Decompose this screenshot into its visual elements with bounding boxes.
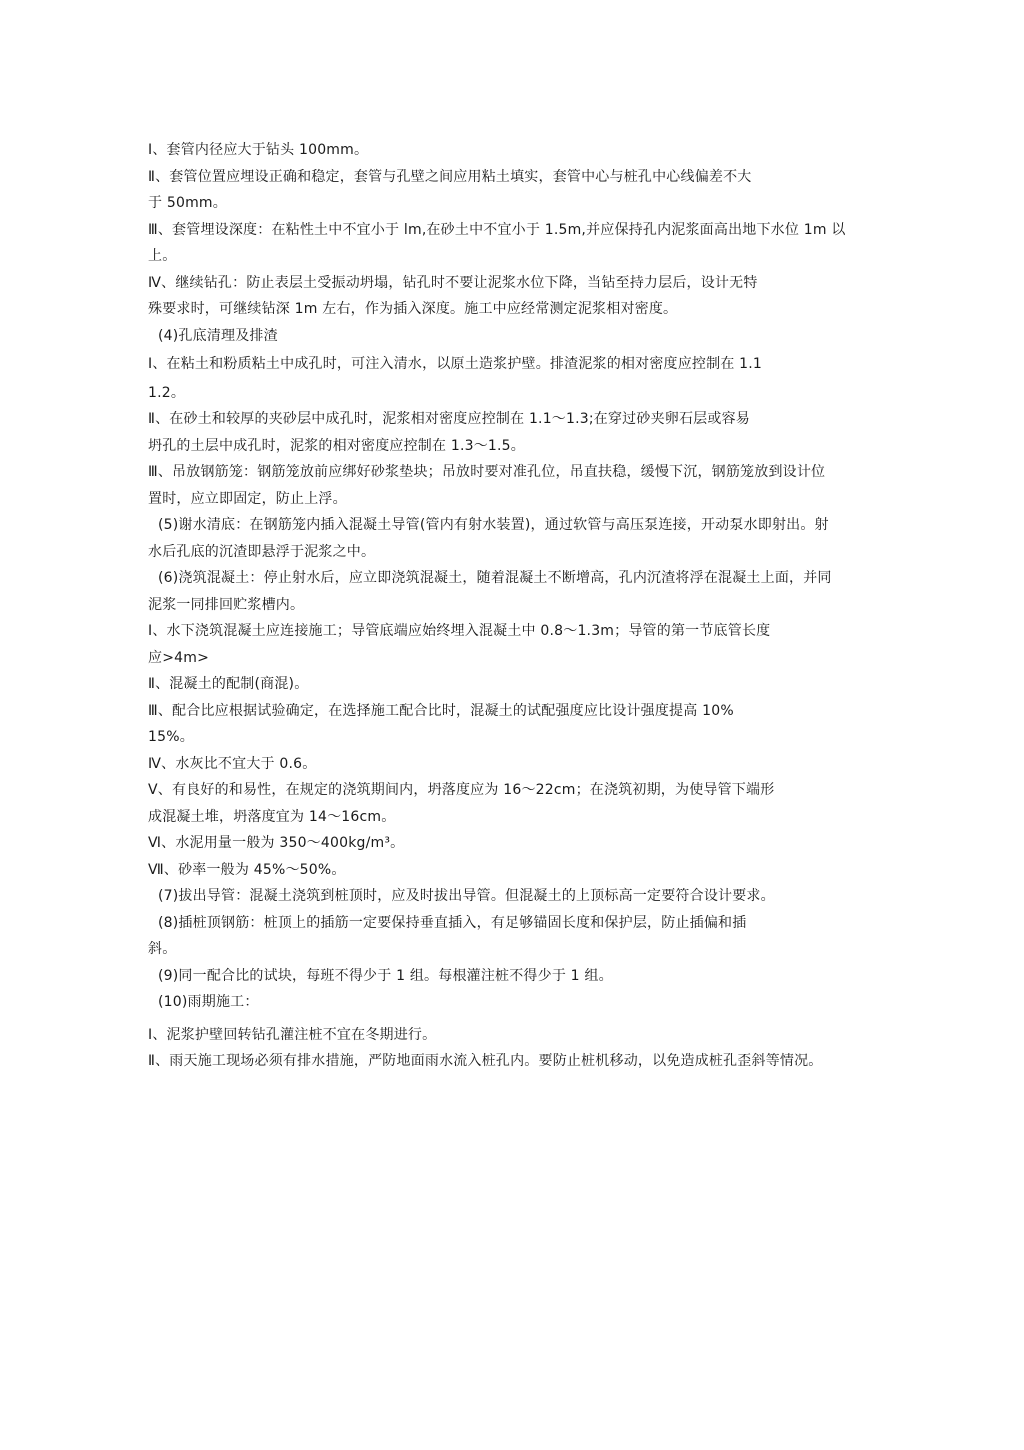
text-line: Ⅰ、在粘土和粉质粘土中成孔时，可注入清水，以原土造浆护壁。排渣泥浆的相对密度应控制在 1.1 [148, 356, 763, 372]
text-line: Ⅳ、水灰比不宜大于 0.6。 [148, 755, 317, 772]
text-line: 1.2。 [148, 384, 186, 401]
text-line: (7)拔出导管：混凝土浇筑到桩顶时，应及时拔出导管。但混凝土的上顶标高一定要符合设计要求。 [158, 888, 775, 904]
text-line: 应>4m> [148, 649, 210, 666]
text-line: Ⅱ、混凝土的配制(商混)。 [148, 676, 309, 692]
text-line: (4)孔底清理及排渣 [158, 327, 278, 344]
text-line: Ⅰ、水下浇筑混凝土应连接施工；导管底端应始终埋入混凝土中 0.8～1.3m；导管的第一节底管长度 [148, 623, 771, 639]
text-line: Ⅳ、继续钻孔：防止表层土受振动坍塌，钻孔时不要让泥浆水位下降，当钻至持力层后，设计无特 [148, 274, 758, 291]
text-line: (10)雨期施工： [158, 994, 259, 1010]
text-line: 斜。 [148, 941, 177, 957]
text-line: Ⅱ、雨天施工现场必须有排水措施，严防地面雨水流入桩孔内。要防止桩机移动，以免造成桩孔歪斜等情况。 [148, 1053, 823, 1069]
text-line: 坍孔的土层中成孔时，泥浆的相对密度应控制在 1.3～1.5。 [148, 437, 525, 454]
text-line: (6)浇筑混凝土：停止射水后，应立即浇筑混凝土，随着混凝土不断增高，孔内沉渣将浮在混凝土上面，并同 [158, 570, 832, 586]
text-line: 15%。 [148, 729, 194, 745]
text-line: Ⅴ、有良好的和易性，在规定的浇筑期间内，坍落度应为 16～22cm；在浇筑初期，为使导管下端形 [148, 782, 775, 798]
document-body [148, 140, 938, 1078]
text-line: (5)谢水清底：在钢筋笼内插入混凝土导管(管内有射水装置)，通过软管与高压泵连接，开动泵水即射出。射 [158, 517, 829, 533]
text-line: Ⅰ、泥浆护壁回转钻孔灌注桩不宜在冬期进行。 [148, 1026, 437, 1043]
text-line: (9)同一配合比的试块，每班不得少于 1 组。每根灌注桩不得少于 1 组。 [158, 967, 613, 984]
text-line: Ⅰ、套管内径应大于钻头 100mm。 [148, 142, 369, 158]
text-line: (8)插桩顶钢筋：桩顶上的插筋一定要保持垂直插入，有足够锚固长度和保护层，防止插偏和插 [158, 914, 747, 931]
text-line: Ⅶ、砂率一般为 45%～50%。 [148, 861, 346, 878]
text-line: 水后孔底的沉渣即悬浮于泥浆之中。 [148, 543, 376, 560]
text-line: 成混凝土堆，坍落度宜为 14～16cm。 [148, 808, 396, 825]
text-line: 于 50mm。 [148, 195, 227, 211]
text-line: Ⅱ、在砂土和较厚的夹砂层中成孔时，泥浆相对密度应控制在 1.1～1.3;在穿过砂夹卵石层或容易 [148, 411, 750, 427]
text-line: 殊要求时，可继续钻深 1m 左右，作为插入深度。施工中应经常测定泥浆相对密度。 [148, 301, 678, 317]
text-line: 泥浆一同排回贮浆槽内。 [148, 596, 305, 613]
text-line: Ⅲ、套管埋设深度：在粘性土中不宜小于 lm,在砂土中不宜小于 1.5m,并应保持孔内泥浆面高出地下水位 1m 以 [148, 221, 846, 238]
text-line: Ⅱ、套管位置应埋设正确和稳定，套管与孔壁之间应用粘土填实，套管中心与桩孔中心线偏差不大 [148, 168, 752, 185]
text-line: Ⅲ、配合比应根据试验确定，在选择施工配合比时，混凝土的试配强度应比设计强度提高 10% [148, 702, 734, 719]
text-line: 上。 [148, 248, 177, 264]
text-line: 置时，应立即固定，防止上浮。 [148, 490, 347, 507]
text-line: Ⅵ、水泥用量一般为 350～400kg/m³。 [148, 835, 405, 851]
text-line: Ⅲ、吊放钢筋笼：钢筋笼放前应绑好砂浆垫块；吊放时要对准孔位，吊直扶稳，缓慢下沉，钢筋笼放到设计位 [148, 464, 826, 480]
